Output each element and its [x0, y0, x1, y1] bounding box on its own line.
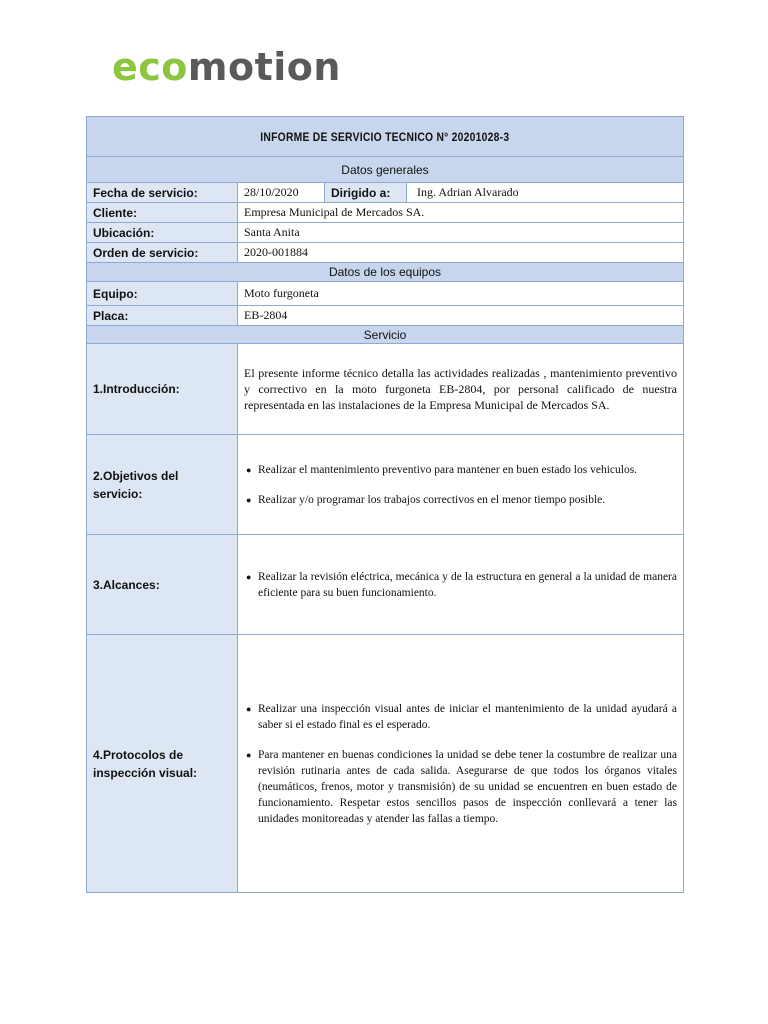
dirigido-value: Ing. Adrian Alvarado — [407, 183, 684, 203]
protocolos-label: 4.Protocolos de inspección visual: — [87, 635, 238, 893]
bullet-icon: ● — [246, 749, 252, 760]
fecha-label: Fecha de servicio: — [87, 183, 238, 203]
bullet-icon: ● — [246, 464, 252, 475]
intro-label: 1.Introducción: — [87, 344, 238, 435]
list-item: ● Realizar el mantenimiento preventivo para mantener en buen estado los vehiculos. — [246, 463, 638, 476]
list-item: ● Para mantener en buenas condiciones la unidad se debe tener la costumbre de realizar una revisión rutinaria antes de cada salida. Asegurarse de que todos los órganos vitales (neumáticos, frenos, motor y transmisión) de su unidad se encuentren en buen estado de funcionamiento. Respetar estos sencillos pasos de inspección conllevará a tener las unidades monitoreadas y atender las fallas a tiempo. — [246, 748, 677, 825]
objetivos-cell — [238, 435, 684, 535]
equipo-value: Moto furgoneta — [238, 282, 684, 306]
report-title: INFORME DE SERVICIO TECNICO N° 20201028-3 — [87, 117, 684, 157]
ubicacion-value: Santa Anita — [238, 223, 684, 243]
section-equipos-header: Datos de los equipos — [87, 263, 684, 282]
list-item: ● Realizar y/o programar los trabajos correctivos en el menor tiempo posible. — [246, 493, 606, 506]
ubicacion-label: Ubicación: — [87, 223, 238, 243]
cliente-label: Cliente: — [87, 203, 238, 223]
list-item: ● Realizar la revisión eléctrica, mecánica y de la estructura en general a la unidad de manera eficiente para su buen funcionamiento. — [246, 570, 677, 599]
orden-value: 2020-001884 — [238, 243, 684, 263]
dirigido-label: Dirigido a: — [325, 183, 407, 203]
protocolos-cell — [238, 635, 684, 893]
orden-label: Orden de servicio: — [87, 243, 238, 263]
objetivos-label: 2.Objetivos del servicio: — [87, 435, 238, 535]
section-servicio-header: Servicio — [87, 326, 684, 344]
section-general-header: Datos generales — [87, 157, 684, 183]
logo-motion: motion — [187, 45, 341, 89]
alcances-list — [244, 569, 677, 601]
objetivos-list — [244, 462, 677, 508]
alcances-cell — [238, 535, 684, 635]
bullet-icon: ● — [246, 571, 252, 582]
service-report-table — [86, 116, 684, 893]
logo-eco: eco — [112, 45, 188, 89]
protocolos-list — [244, 701, 677, 827]
bullet-icon: ● — [246, 703, 252, 714]
placa-value: EB-2804 — [238, 306, 684, 326]
equipo-label: Equipo: — [87, 282, 238, 306]
bullet-icon: ● — [246, 494, 252, 505]
alcances-label: 3.Alcances: — [87, 535, 238, 635]
intro-text: El presente informe técnico detalla las actividades realizadas , mantenimiento preventivo y correctivo en la moto furgoneta EB-2804, por personal calificado de nuestra representada en las instalaciones de la Empresa Municipal de Mercados SA. — [238, 344, 684, 435]
cliente-value: Empresa Municipal de Mercados SA. — [238, 203, 684, 223]
fecha-value: 28/10/2020 — [238, 183, 325, 203]
list-item: ● Realizar una inspección visual antes de iniciar el mantenimiento de la unidad ayudará a saber si el estado final es el esperado. — [246, 702, 677, 731]
ecomotion-logo — [112, 45, 341, 89]
placa-label: Placa: — [87, 306, 238, 326]
